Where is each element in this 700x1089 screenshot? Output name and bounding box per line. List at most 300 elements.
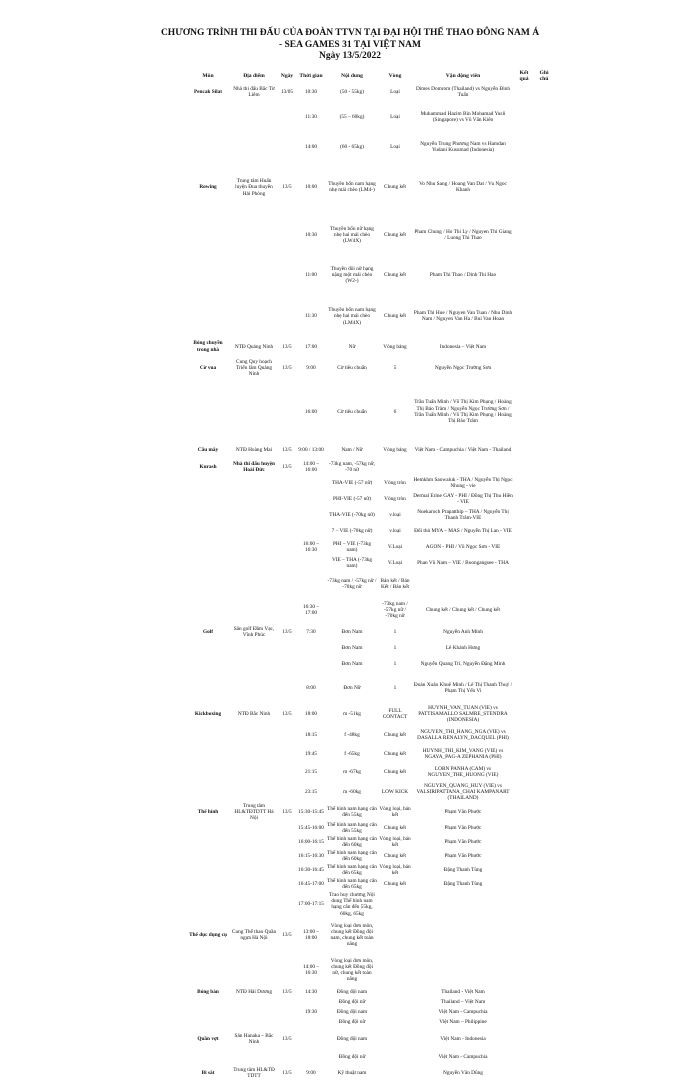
empty-cell — [534, 997, 554, 1007]
athlete-cell — [412, 891, 514, 917]
athlete-cell: Đặng Thanh Tùng — [443, 881, 483, 888]
empty-cell — [514, 952, 534, 987]
time-cell: 9:00 — [306, 364, 316, 371]
round-cell: FULL CONTACT — [382, 707, 408, 720]
empty-cell — [514, 641, 534, 655]
column-header: Vận động viên — [445, 73, 481, 80]
round-cell: Chung kết — [384, 881, 406, 888]
date-cell — [278, 835, 296, 849]
event-cell: Thể hình nam hạng cân đến 60kg — [327, 850, 377, 863]
athlete-cell: NGUYEN_THI_HANG_NGA (VIE) vs DASALLA RENALYN_DACQUEL (PHI) — [417, 728, 509, 741]
time-cell: 10:00 — [304, 184, 318, 191]
date-cell — [278, 1007, 296, 1017]
athlete-cell: Việt Nam – Philippine — [439, 1019, 487, 1026]
sport-cell: Thể dục dụng cụ — [189, 931, 227, 938]
table-row — [186, 102, 554, 132]
round-cell: Chung kết — [384, 231, 406, 238]
event-cell: Vòng loại đơn môn, chung kết Đồng đội nam, chung kết toàn năng — [330, 922, 374, 948]
round-cell: 5 — [393, 364, 397, 371]
athlete-cell: HUYNH_VAN_TUAN (VIE) vs PATTISAMALLO SALMRE_STENDRA (INDONESIA) — [418, 704, 508, 723]
athlete-cell: Thailand - Việt Nam — [441, 989, 485, 996]
venue-cell — [230, 475, 278, 491]
round-cell: Vòng tròn — [384, 479, 406, 486]
table-row — [186, 997, 554, 1007]
athlete-cell: Phạm Văn Phước — [444, 825, 482, 832]
athlete-cell: Indonesia – Việt Nam — [439, 343, 487, 350]
sport-cell: Kurash — [199, 463, 217, 470]
table-row — [186, 292, 554, 340]
round-cell: Vòng bảng — [383, 446, 407, 453]
round-cell: Vòng bảng — [383, 343, 407, 350]
date-cell — [278, 132, 296, 162]
venue-cell — [230, 891, 278, 917]
date-cell: 13/5 — [282, 343, 292, 350]
venue-cell — [230, 212, 278, 257]
event-cell: -73kg nam, -57kg nữ, -70 nữ — [329, 460, 375, 473]
event-cell: Nam / Nữ — [341, 446, 363, 453]
schedule-body — [186, 82, 554, 1083]
sport-cell — [186, 1007, 230, 1017]
athlete-cell: Nguyễn Văn Dũng — [443, 1070, 483, 1077]
empty-cell — [514, 507, 534, 523]
date-cell: 13/5 — [282, 1070, 292, 1077]
event-cell: (55 – 60kg) — [339, 114, 365, 121]
empty-cell — [534, 987, 554, 997]
event-cell: Đơn Nam — [341, 644, 363, 651]
venue-cell — [230, 555, 278, 571]
round-cell: Vòng loại, bán kết — [379, 864, 411, 877]
sport-cell — [186, 102, 230, 132]
date-cell — [278, 997, 296, 1007]
empty-cell — [534, 1051, 554, 1063]
event-cell: Nữ — [348, 343, 356, 350]
empty-cell — [514, 1027, 534, 1051]
date-cell: 13/5 — [282, 628, 292, 635]
empty-cell — [514, 821, 534, 835]
round-cell: 1 — [393, 660, 397, 667]
venue-cell — [230, 781, 278, 803]
table-row — [186, 523, 554, 539]
empty-cell — [534, 623, 554, 641]
date-cell — [278, 102, 296, 132]
event-cell: THA-VIE (-70kg nữ) — [329, 511, 375, 518]
empty-cell — [534, 863, 554, 877]
event-cell: Đồng đội nam — [336, 1009, 368, 1016]
round-cell: v.loại — [389, 527, 401, 534]
time-cell: 11:30 — [305, 313, 317, 320]
time-cell: 13:00 – 18:00 — [302, 928, 320, 941]
event-cell: (60 - 65kg) — [340, 144, 364, 151]
table-row — [186, 703, 554, 725]
venue-cell: Trung tâm HL&TĐTDTT Hà Nội — [234, 802, 274, 822]
date-cell — [278, 1051, 296, 1063]
date-cell — [278, 1017, 296, 1027]
athlete-cell: Chung kết / Chung kết / Chung kết — [425, 606, 500, 613]
column-header: Kết quả — [519, 70, 529, 83]
date-cell: 13/5 — [282, 446, 292, 453]
venue-cell — [230, 655, 278, 673]
event-cell: f -65kg — [344, 750, 360, 757]
sport-cell: Kickboxing — [194, 710, 222, 717]
empty-cell — [514, 1007, 534, 1017]
empty-cell — [534, 212, 554, 257]
round-cell: Bán kết / Bán Kết / Bán kết — [380, 577, 410, 590]
table-row — [186, 641, 554, 655]
empty-cell — [514, 292, 534, 340]
table-row — [186, 781, 554, 803]
time-cell: 16:00 – 16:30 — [302, 540, 320, 553]
round-cell: 1 — [393, 644, 397, 651]
table-row — [186, 539, 554, 555]
date-cell: 13/5 — [282, 809, 292, 816]
event-cell: m -51kg — [343, 710, 361, 717]
table-row — [186, 507, 554, 523]
round-cell: Chung kết — [384, 825, 406, 832]
athlete-cell — [412, 571, 514, 597]
empty-cell — [514, 917, 534, 952]
empty-cell — [514, 781, 534, 803]
time-cell: 14:30 — [304, 989, 318, 996]
round-cell: Loại — [390, 114, 400, 121]
sport-cell — [186, 507, 230, 523]
time-cell: 16:30-16:45 — [298, 867, 324, 874]
sport-cell — [186, 212, 230, 257]
table-row — [186, 849, 554, 863]
round-cell: Chung kết — [384, 731, 406, 738]
date-cell: 13/5 — [282, 1036, 292, 1043]
table-row — [186, 835, 554, 849]
sport-cell — [186, 877, 230, 891]
sport-cell — [186, 781, 230, 803]
sport-cell — [186, 673, 230, 703]
athlete-cell: Nguyễn Trung Phương Nam vs Hamdan Yudani Kusumad (Indonesia) — [420, 141, 506, 154]
venue-cell — [230, 1007, 278, 1017]
date-cell: 13/5 — [282, 710, 292, 717]
table-row — [186, 597, 554, 623]
venue-cell — [230, 132, 278, 162]
venue-cell — [230, 1017, 278, 1027]
sport-cell — [186, 475, 230, 491]
event-cell: Đồng đội nữ — [338, 999, 366, 1006]
empty-cell — [514, 539, 534, 555]
empty-cell — [534, 162, 554, 212]
table-row — [186, 1017, 554, 1027]
time-cell: 14:00 – 16:00 — [302, 460, 320, 473]
table-row — [186, 1051, 554, 1063]
event-cell: Thể hình nam hạng cân đến 60kg — [327, 836, 377, 849]
athlete-cell: Nuekaroch Prapatthip – THA / Nguyễn Thị Thanh Trâm-VIE — [417, 508, 509, 521]
round-cell — [378, 1017, 412, 1027]
venue-cell: Nhà thi đấu Bắc Từ Liêm — [233, 86, 275, 99]
athlete-cell: Việt Nam - Campuchia / Việt Nam - Thailand — [414, 446, 512, 453]
event-cell: Đồng đội nam — [336, 1036, 368, 1043]
event-cell: Cờ tiêu chuẩn — [337, 364, 367, 371]
date-cell — [278, 475, 296, 491]
sport-cell: Thể hình — [197, 809, 219, 816]
round-cell — [378, 952, 412, 987]
athlete-cell: Nguyễn Anh Minh — [443, 628, 483, 635]
event-cell: PHI – VIE (-73kg nam) — [332, 540, 371, 553]
venue-cell — [230, 952, 278, 987]
empty-cell — [534, 132, 554, 162]
empty-cell — [534, 1027, 554, 1051]
sport-cell — [186, 571, 230, 597]
empty-cell — [514, 763, 534, 781]
time-cell — [296, 507, 326, 523]
empty-cell — [514, 1051, 534, 1063]
empty-cell — [514, 523, 534, 539]
venue-cell — [230, 849, 278, 863]
venue-cell — [230, 102, 278, 132]
empty-cell — [534, 340, 554, 352]
empty-cell — [514, 597, 534, 623]
round-cell — [378, 997, 412, 1007]
event-cell: (50 - 55kg) — [340, 89, 364, 96]
empty-cell — [514, 1063, 534, 1083]
empty-cell — [514, 571, 534, 597]
table-row — [186, 82, 554, 102]
venue-cell — [230, 507, 278, 523]
athlete-cell: Việt Nam - Campuchia — [438, 1054, 488, 1061]
venue-cell: NTĐ Quảng Ninh — [234, 343, 274, 350]
empty-cell — [514, 475, 534, 491]
empty-cell — [534, 803, 554, 822]
table-row — [186, 745, 554, 763]
date-cell — [278, 863, 296, 877]
date-cell — [278, 212, 296, 257]
date-cell — [278, 507, 296, 523]
empty-cell — [534, 725, 554, 745]
empty-cell — [514, 257, 534, 292]
date-cell — [278, 523, 296, 539]
time-cell: 9:00 — [306, 1070, 316, 1077]
document-title — [0, 28, 700, 63]
athlete-cell: HUYNH_THI_KIM_VANG (VIE) vs NGAYA_PAG-A ZEPHANIA (PHI) — [422, 747, 504, 760]
table-row — [186, 725, 554, 745]
round-cell: Loại — [390, 144, 400, 151]
empty-cell — [514, 655, 534, 673]
date-cell — [278, 673, 296, 703]
event-cell: Đồng đội nam — [336, 989, 368, 996]
table-row — [186, 571, 554, 597]
venue-cell — [230, 745, 278, 763]
time-cell: 18:00 — [304, 710, 318, 717]
empty-cell — [514, 1017, 534, 1027]
column-header: Môn — [202, 73, 214, 80]
round-cell: 1 — [393, 684, 397, 691]
time-cell: 14:00 – 16:30 — [302, 963, 320, 976]
empty-cell — [534, 745, 554, 763]
round-cell: -73kg nam / -57kg nữ / -70kg nữ — [382, 600, 408, 619]
sport-cell — [186, 763, 230, 781]
round-cell: LOW KICK — [381, 788, 409, 795]
round-cell: v.loại — [389, 511, 401, 518]
sport-cell — [186, 725, 230, 745]
athlete-cell: Nguyễn Ngọc Trường Sơn — [434, 364, 492, 371]
table-row — [186, 803, 554, 822]
table-row — [186, 877, 554, 891]
round-cell: 1 — [393, 628, 397, 635]
athlete-cell: Thailand – Việt Nam — [440, 999, 486, 1006]
empty-cell — [534, 641, 554, 655]
time-cell — [296, 523, 326, 539]
empty-cell — [534, 781, 554, 803]
venue-cell — [230, 725, 278, 745]
empty-cell — [514, 623, 534, 641]
athlete-cell — [412, 952, 514, 987]
time-cell — [296, 1051, 326, 1063]
time-cell — [296, 475, 326, 491]
time-cell — [296, 641, 326, 655]
round-cell: 6 — [393, 408, 397, 415]
venue-cell — [230, 539, 278, 555]
sport-cell — [186, 835, 230, 849]
empty-cell — [534, 917, 554, 952]
title-line-1: CHƯƠNG TRÌNH THI ĐẤU CỦA ĐOÀN TTVN TẠI ĐẠI HỘI THỂ THAO ĐÔNG NAM Á — [160, 28, 540, 38]
column-header: Vòng — [388, 73, 402, 80]
date-cell — [278, 539, 296, 555]
empty-cell — [534, 1017, 554, 1027]
round-cell: Loại — [390, 89, 400, 96]
date-cell: 13/05 — [280, 89, 294, 96]
title-line-3: Ngày 13/5/2022 — [318, 51, 381, 61]
column-header: Ngày — [280, 73, 294, 80]
venue-cell: Sân golf Đầm Vạc, Vĩnh Phúc — [233, 625, 275, 638]
venue-cell — [230, 292, 278, 340]
empty-cell — [534, 102, 554, 132]
empty-cell — [534, 952, 554, 987]
event-cell: Đồng đội nữ — [338, 1054, 366, 1061]
venue-cell: Trung tâm HL&TĐ TDTT — [233, 1067, 275, 1080]
empty-cell — [534, 523, 554, 539]
sport-cell — [186, 849, 230, 863]
round-cell — [378, 1063, 412, 1083]
venue-cell — [230, 997, 278, 1007]
event-cell: Vòng loại đơn môn, chung kết Đồng đội nữ, chung kết toàn năng — [330, 957, 374, 983]
event-cell: f -48kg — [344, 731, 360, 738]
athlete-cell: Muhammad Hazim Bin Mohamad Yusli (Singapore) vs Vũ Văn Kiên — [420, 111, 506, 124]
round-cell — [378, 459, 412, 475]
empty-cell — [534, 821, 554, 835]
table-row — [186, 491, 554, 507]
empty-cell — [534, 1007, 554, 1017]
empty-cell — [514, 703, 534, 725]
sport-cell: Cầu mây — [197, 446, 219, 453]
sport-cell — [186, 597, 230, 623]
sport-cell — [186, 655, 230, 673]
table-row — [186, 555, 554, 571]
date-cell — [278, 641, 296, 655]
sport-cell: Cờ vua — [199, 364, 217, 371]
sport-cell — [186, 523, 230, 539]
sport-cell — [186, 745, 230, 763]
athlete-cell: Đối thủ MYA – MAS / Nguyễn Thị Lan - VIE — [414, 527, 512, 534]
athlete-cell: Việt Nam - Campuchia — [438, 1009, 488, 1016]
table-row — [186, 459, 554, 475]
time-cell: 19:30 — [304, 1009, 318, 1016]
time-cell: 7:30 — [306, 628, 316, 635]
date-cell — [278, 571, 296, 597]
sport-cell — [186, 952, 230, 987]
empty-cell — [514, 162, 534, 212]
sport-cell — [186, 539, 230, 555]
round-cell — [378, 917, 412, 952]
date-cell — [278, 821, 296, 835]
empty-cell — [534, 877, 554, 891]
empty-cell — [514, 849, 534, 863]
table-row — [186, 891, 554, 917]
empty-cell — [534, 292, 554, 340]
time-cell: 16:15-16:30 — [298, 853, 324, 860]
sport-cell — [186, 555, 230, 571]
table-row — [186, 763, 554, 781]
time-cell: 18:15 — [304, 731, 318, 738]
time-cell — [296, 571, 326, 597]
empty-cell — [514, 835, 534, 849]
venue-cell — [230, 1051, 278, 1063]
empty-cell — [534, 835, 554, 849]
empty-cell — [534, 673, 554, 703]
sport-cell — [186, 383, 230, 441]
venue-cell — [230, 523, 278, 539]
date-cell — [278, 745, 296, 763]
athlete-cell: Vo Nhu Sang / Hoang Van Dat / Vu Ngoc Khanh — [419, 181, 507, 194]
venue-cell — [230, 491, 278, 507]
empty-cell — [534, 891, 554, 917]
empty-cell — [514, 212, 534, 257]
date-cell: 13/5 — [282, 931, 292, 938]
round-cell: Vòng loại, bán kết — [379, 805, 411, 819]
date-cell: 13/5 — [282, 463, 292, 470]
date-cell — [278, 555, 296, 571]
time-cell: 10:30 — [304, 231, 318, 238]
venue-cell — [230, 641, 278, 655]
time-cell: 9:00 / 13:00 — [298, 446, 324, 453]
time-cell: 11:00 — [305, 271, 317, 278]
header-row — [186, 70, 554, 82]
round-cell: Vòng tròn — [384, 495, 406, 502]
athlete-cell: Việt Nam - Indonesia — [440, 1036, 486, 1043]
date-cell — [278, 491, 296, 507]
empty-cell — [534, 703, 554, 725]
round-cell: Chung kết — [384, 184, 406, 191]
round-cell: Vòng loại, bán kết — [379, 836, 411, 849]
round-cell — [378, 987, 412, 997]
date-cell — [278, 655, 296, 673]
date-cell: 13/5 — [282, 989, 292, 996]
round-cell — [378, 891, 412, 917]
athlete-cell: AGON - PHI / Vũ Ngọc Sơn - VIE — [425, 543, 501, 550]
event-cell: PHI-VIE (-57 nữ) — [333, 495, 371, 502]
time-cell: 16:45-17:00 — [298, 881, 324, 888]
time-cell — [296, 491, 326, 507]
date-cell — [278, 763, 296, 781]
empty-cell — [534, 655, 554, 673]
venue-cell: NTĐ Hoàng Mai — [235, 446, 273, 453]
table-row — [186, 212, 554, 257]
table-row — [186, 673, 554, 703]
event-cell: Thể hình nam hạng cân đến 65kg — [327, 864, 377, 877]
empty-cell — [514, 891, 534, 917]
date-cell — [278, 781, 296, 803]
athlete-cell: NGUYEN_QUANG_HUY (VIE) vs VALSIRIPATTANA_CHAI KAMPANART (THAILAND) — [416, 782, 510, 801]
title-line-2: - SEA GAMES 31 TẠI VIỆT NAM — [278, 39, 421, 50]
empty-cell — [514, 82, 534, 102]
venue-cell: NTĐ Hải Dương — [236, 989, 272, 996]
empty-cell — [534, 441, 554, 459]
venue-cell — [230, 597, 278, 623]
event-cell: Thuyền bốn nam hạng nhẹ mái chèo (LM4-) — [328, 181, 376, 194]
